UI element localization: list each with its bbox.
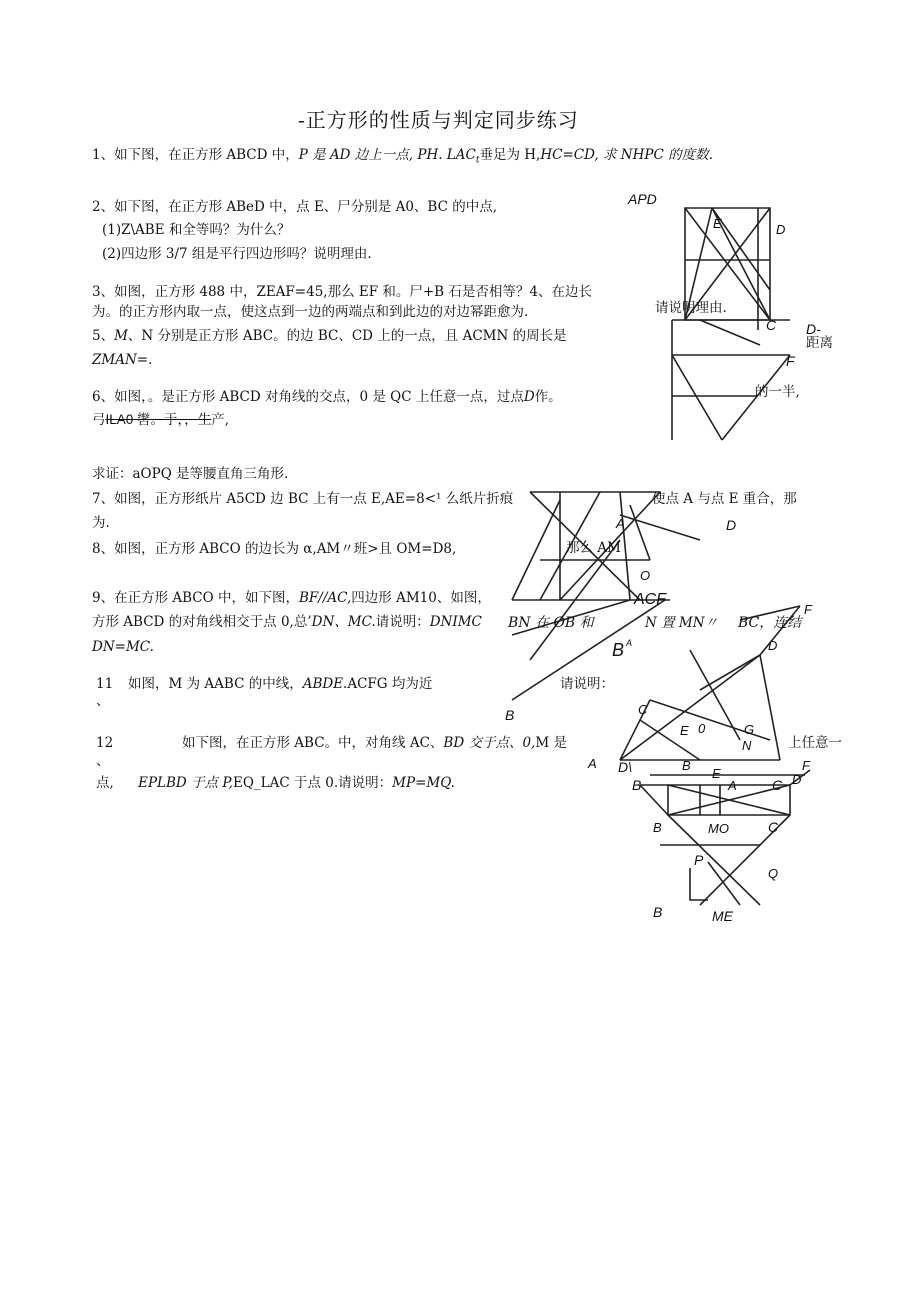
q8-line1: 8、如图，正方形 ABCO 的边长为 α,AM〃班>且 OM=D8, bbox=[92, 541, 457, 557]
label-f-q9: F bbox=[804, 602, 812, 617]
label-n-q11: N bbox=[742, 738, 752, 753]
label-c-q12: C bbox=[772, 777, 783, 793]
label-a-sup: A bbox=[626, 638, 633, 648]
label-b-left: B bbox=[505, 707, 515, 723]
label-e-q12: E bbox=[712, 766, 721, 781]
q7-line1: 7、如图，正方形纸片 A5CD 边 BC 上有一点 E,AE=8<¹ 么纸片折痕 bbox=[92, 491, 514, 507]
q1-text-b: P 是 AD 边上一点, PH. LAC bbox=[298, 147, 476, 163]
q1-text-d: 垂足为 H, bbox=[479, 147, 541, 163]
label-me: ME bbox=[712, 908, 733, 924]
label-q: Q bbox=[768, 866, 779, 881]
q11-tail: 请说明： bbox=[560, 676, 614, 692]
q11-mark: 、 bbox=[96, 693, 110, 709]
q12-b: BD 交于点、0, bbox=[443, 735, 536, 751]
q9-l2: 方形 ABCD 的对角线相交于点 0,总’ bbox=[92, 614, 312, 630]
label-o-q11: 0 bbox=[698, 721, 706, 736]
q7-line1b: 使点 A 与点 E 重合，那 bbox=[652, 491, 797, 507]
q11-a: 如图，M 为 AABC 的中线， bbox=[128, 676, 303, 692]
q6-l2a: 弓 bbox=[92, 412, 106, 428]
q7-line2: 为. bbox=[92, 515, 110, 531]
fig-bclian-text: BC，连结 bbox=[738, 615, 802, 631]
label-e-q11: E bbox=[680, 723, 689, 738]
label-d-q12: D\ bbox=[618, 759, 632, 775]
q12-l2d: MP=MQ. bbox=[392, 775, 455, 791]
q6-line3: 求证：aOPQ 是等腰直角三角形. bbox=[92, 466, 289, 482]
page-title: -正方形的性质与判定同步练习 bbox=[298, 108, 579, 132]
q6-a: 6、如图，。是正方形 ABCD 对角线的交点，0 是 QC 上任意一点，过点 bbox=[92, 389, 524, 405]
q6-l2d: 产, bbox=[211, 412, 230, 428]
q12-mark: 、 bbox=[96, 753, 110, 769]
fig-ban-text: 的一半, bbox=[755, 384, 800, 400]
label-b-q12: B bbox=[632, 777, 642, 793]
label-f-top: F bbox=[786, 353, 795, 369]
q5-line2: ZMAN=. bbox=[92, 352, 153, 368]
q12-l2a: 点, bbox=[96, 775, 114, 791]
q2-line1: 2、如下图，在正方形 ABeD 中，点 E、尸分别是 A0、BC 的中点, bbox=[92, 199, 498, 215]
label-b-bottom: B bbox=[653, 904, 663, 920]
q1-sub: t bbox=[475, 155, 480, 166]
q3-line2: 为。的正方形内取一点，使这点到一边的两端点和到此边的对边幂距愈为. bbox=[92, 304, 529, 320]
q6-c: 作。 bbox=[534, 389, 562, 405]
label-b-q12-top: B bbox=[682, 758, 691, 773]
label-b-q9: B bbox=[612, 640, 625, 660]
q12-c: M 是 bbox=[535, 735, 567, 751]
q2-line2: (1)Z\ABE 和全等吗？为什么？ bbox=[102, 222, 291, 238]
label-d-minus: D- bbox=[806, 321, 821, 337]
label-c2-q12: C bbox=[768, 819, 779, 835]
label-g-q11: G bbox=[744, 722, 755, 737]
label-d2-q12: D bbox=[792, 772, 802, 787]
q5-c: 、N 分别是正方形 ABC。的边 BC、CD 上的一点，且 ACMN 的周长是 bbox=[127, 328, 567, 344]
label-f-q12: F bbox=[802, 758, 810, 773]
q12-tail: 上任意一 bbox=[788, 735, 842, 751]
q9-l2c: 请说明： bbox=[375, 614, 430, 630]
label-c-q11: C bbox=[638, 702, 648, 717]
label-o-q8: O bbox=[640, 568, 651, 583]
fig-nzhi-text: N 置 MN〃 bbox=[645, 615, 719, 631]
q6-b: D bbox=[523, 389, 535, 405]
label-a2-q12: A bbox=[728, 778, 737, 793]
q1-text-e: HC=CD, 求 NHPC 的度数. bbox=[540, 147, 713, 163]
q3-line1: 3、如图，正方形 488 中，ZEAF=45,那么 EF 和。尸+B 石是否相等？4、在边长 bbox=[92, 284, 592, 300]
q11-number: 11 bbox=[96, 676, 114, 692]
q2-line3: (2)四边形 3/7 组是平行四边形吗？说明理由. bbox=[102, 246, 372, 262]
fig-obhe-text: BN 在 OB 和 bbox=[508, 615, 594, 631]
q9-l2d: DNIMC bbox=[429, 614, 482, 630]
q5-b: M bbox=[114, 328, 128, 344]
label-p: P bbox=[694, 852, 704, 868]
label-acf: ACF bbox=[634, 591, 666, 608]
label-e-top: E bbox=[713, 216, 722, 231]
label-d-q9: D bbox=[768, 638, 778, 653]
q5-a: 5、 bbox=[92, 328, 115, 344]
label-apd: APD bbox=[628, 191, 657, 207]
label-a-q7: A bbox=[616, 516, 625, 531]
q9-l2b: DN、MC. bbox=[311, 614, 376, 630]
fig-juli-text: 距离 bbox=[806, 335, 833, 351]
label-d-q7: D bbox=[726, 517, 737, 533]
q6-l2b: ILA0 辔。于，， bbox=[105, 412, 198, 427]
label-c-top: C bbox=[766, 317, 777, 333]
q12-l2c: EQ_LAC 于点 0.请说明： bbox=[232, 775, 393, 791]
label-mo: MO bbox=[708, 821, 729, 836]
q6-l2c: 生 bbox=[197, 412, 212, 428]
q9-b: BF//AC, bbox=[299, 590, 352, 606]
q9-a: 9、在正方形 ABCO 中，如下图， bbox=[92, 590, 299, 606]
label-a-q12: A bbox=[588, 756, 597, 771]
fig-explain-text: 请说明理由. bbox=[655, 300, 727, 316]
q12-l2b: EPLBD 于点 P, bbox=[138, 775, 233, 791]
q1-text-a: 1、如下图，在正方形 ABCD 中， bbox=[92, 147, 299, 163]
q12-a: 如下图，在正方形 ABC。中，对角线 AC、 bbox=[182, 735, 444, 751]
label-d-top: D bbox=[776, 222, 786, 237]
q9-c: 四边形 AM10、如图， bbox=[351, 590, 491, 606]
q12-number: 12 bbox=[96, 735, 114, 751]
label-b-mid: B bbox=[653, 820, 662, 835]
fig-nm-text: 那么 AM bbox=[566, 540, 621, 556]
q11-c: ACFG 均为近 bbox=[347, 676, 433, 692]
q9-line3: DN=MC. bbox=[92, 639, 154, 655]
q11-b: ABDE. bbox=[302, 676, 348, 692]
